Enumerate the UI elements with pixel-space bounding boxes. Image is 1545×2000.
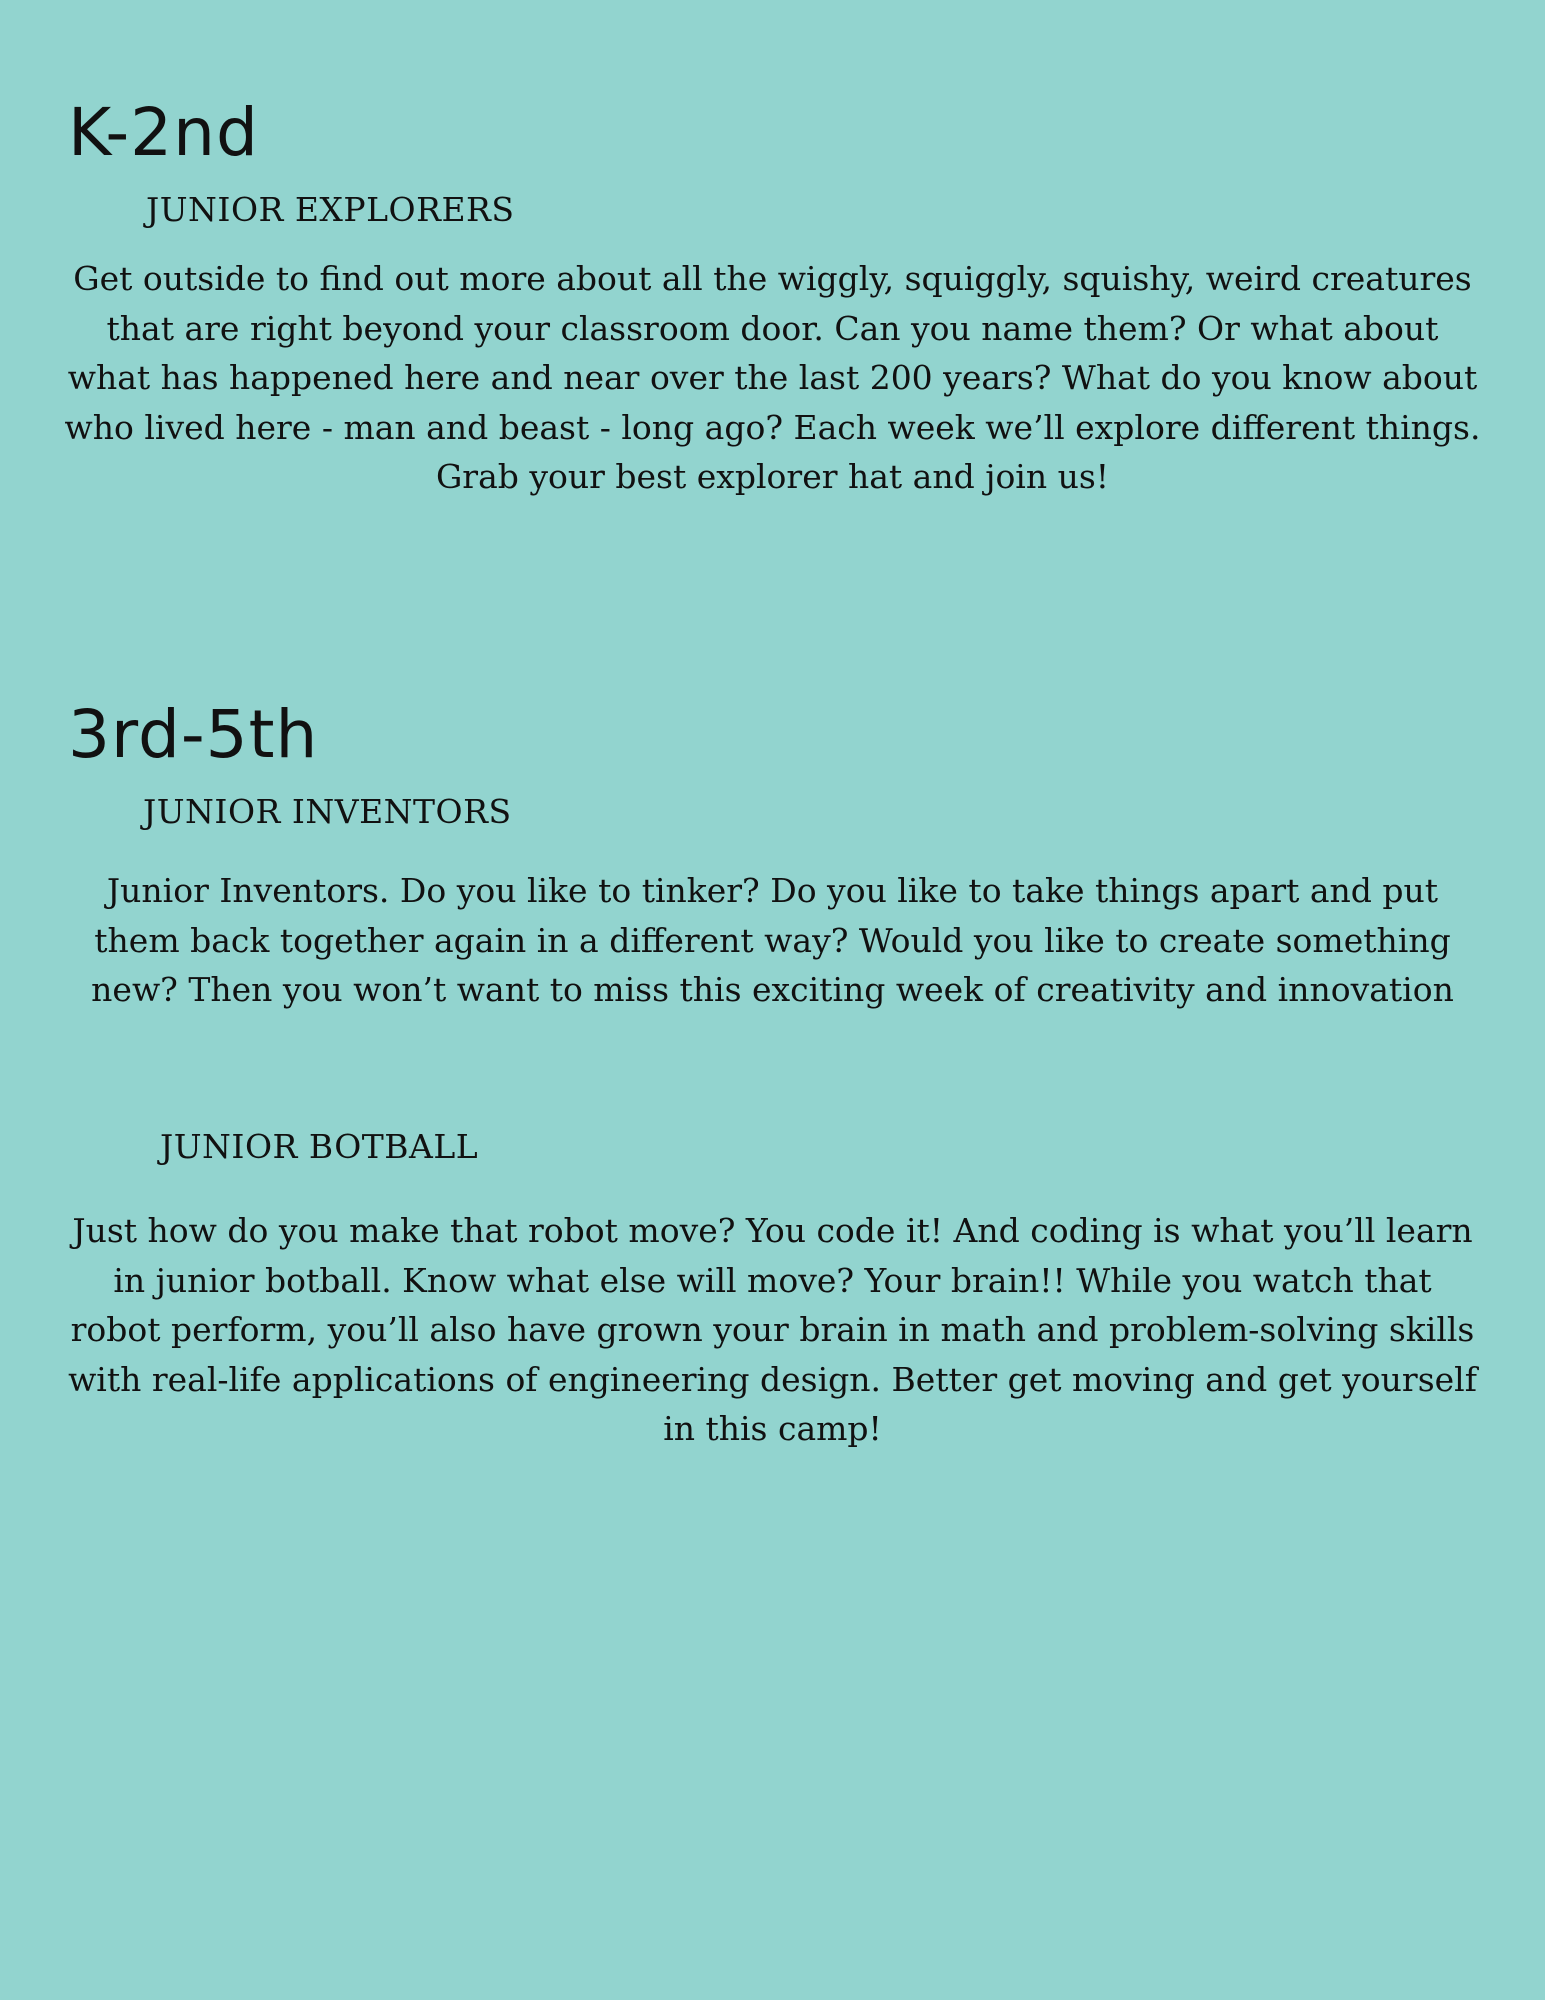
- program-title-junior-inventors: JUNIOR INVENTORS: [143, 792, 512, 831]
- program-title-junior-botball: JUNIOR BOTBALL: [160, 1127, 479, 1166]
- program-title-junior-explorers: JUNIOR EXPLORERS: [146, 190, 515, 229]
- program-description-junior-inventors: Junior Inventors. Do you like to tinker? Do you like to take things apart and put them back together again in a different way? Would you like to create something new? Then you won’t want to miss this exciting week of creativity and innovation: [91, 871, 1454, 1009]
- grade-heading-k2: K-2nd: [68, 94, 259, 171]
- grade-heading-3rd-5th: 3rd-5th: [68, 696, 319, 773]
- program-description-junior-botball: Just how do you make that robot move? You code it! And coding is what you’ll learn in junior botball. Know what else will move? Your brain!! While you watch that robot perform, you’ll also have grown your brain in math and problem-solving skills with real-life applications of engineering design. Better get moving and get yourself in this camp!: [68, 1211, 1477, 1448]
- program-description-junior-explorers: Get outside to find out more about all the wiggly, squiggly, squishy, weird creatures that are right beyond your classroom door. Can you name them? Or what about what has happened here and near over the last 200 years? What do you know about who lived here - man and beast - long ago? Each week we’ll explore different things. Grab your best explorer hat and join us!: [64, 259, 1481, 496]
